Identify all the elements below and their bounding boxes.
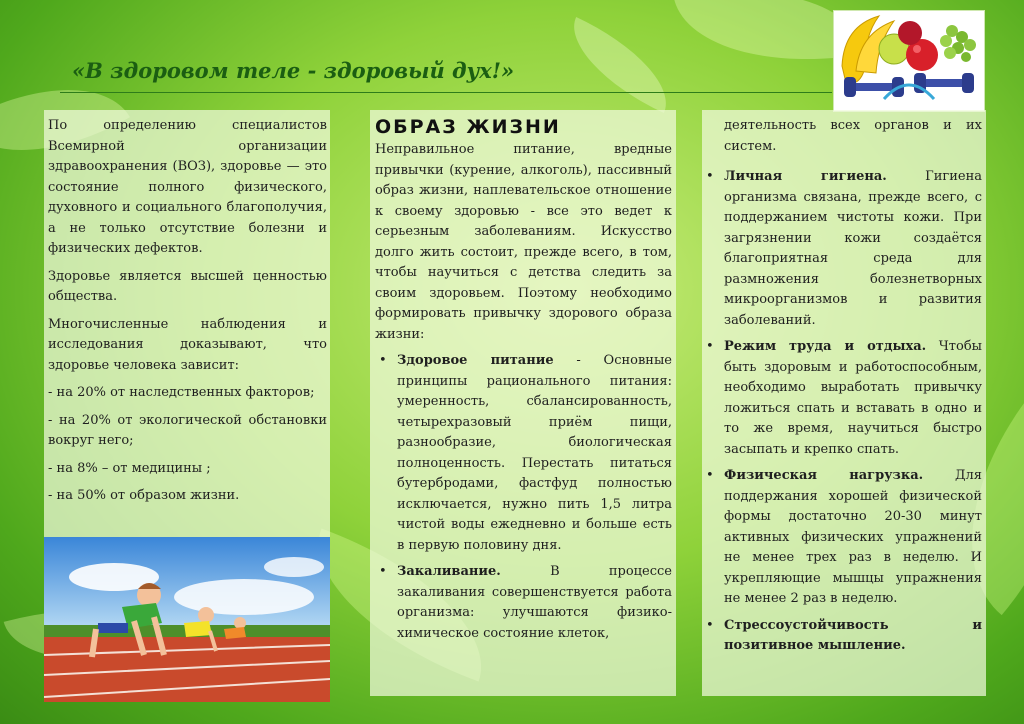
bullet-title: Стрессоустойчивость и позитивное мышление. xyxy=(724,617,982,653)
title-underline xyxy=(60,92,832,93)
factor-lifestyle: - на 50% от образом жизни. xyxy=(48,488,240,503)
physical-activity-item xyxy=(706,466,982,610)
fruit-dumbbells-illustration xyxy=(834,11,984,111)
column-2-panel xyxy=(370,110,676,696)
bullet-dot: • xyxy=(379,353,387,368)
factor-ecology: - на 20% от экологической обстановки вокруг него; xyxy=(48,412,327,448)
who-definition-paragraph: По определению специалистов Всемирной организации здравоохранения (ВОЗ), здоровье — это состояние полного физического, духовного и социального благополучия, а не только отсутствие болезни и физических дефектов. xyxy=(48,118,327,256)
bullet-title: Здоровое питание xyxy=(397,353,554,368)
factor-heredity: - на 20% от наследственных факторов; xyxy=(48,385,315,400)
bullet-text: Чтобы быть здоровым и работоспособным, необходимо выработать привычку ложиться спать и вставать в одно и то же время, научиться быстро засыпать и крепко спать. xyxy=(724,339,982,457)
bullet-title: Закаливание. xyxy=(397,564,501,579)
bullet-dot: • xyxy=(706,468,714,483)
bullet-text: Гигиена организма связана, прежде всего, с поддержанием чистоты кожи. При загрязнении кожи создаётся благоприятная среда для размножения болезнетворных микроорганизмов и развития заболеваний. xyxy=(724,169,982,328)
children-running-photo xyxy=(44,537,330,702)
bullet-dot: • xyxy=(706,169,714,184)
fruit-dumbbells-image xyxy=(833,10,985,112)
health-value-paragraph: Здоровье является высшей ценностью общества. xyxy=(48,268,327,304)
lifestyle-heading: ОБРАЗ ЖИЗНИ xyxy=(375,116,561,138)
bullet-text: Для поддержания хорошей физической формы достаточно 20-30 минут активных физических упражнений не менее трех раз в неделю. И укрепляющие мышцы упражнения не менее 2 раз в неделю. xyxy=(724,468,982,606)
decorative-leaf xyxy=(555,17,685,113)
hardening-item xyxy=(375,562,672,644)
bullet-dot: • xyxy=(706,617,714,633)
bullet-text: В процессе закаливания совершенствуется работа организма: улучшаются физико-химическое состояние клеток, xyxy=(397,564,672,641)
work-rest-item xyxy=(706,337,982,460)
continuation-text: деятельность всех органов и их систем. xyxy=(724,118,982,154)
bullet-title: Физическая нагрузка. xyxy=(724,468,924,483)
bullet-dot: • xyxy=(706,339,714,354)
bullet-dot: • xyxy=(379,564,387,579)
factor-medicine: - на 8% – от медицины ; xyxy=(48,460,211,476)
personal-hygiene-item xyxy=(706,167,982,331)
bullet-text: - Основные принципы рационального питания: умеренность, сбалансированность, четырехразовый приём пищи, разнообразие, биологическая полноценность. Перестать питаться бутербродами, фастфуд полностью исключается, нужно пить 1,5 литра чистой воды ежедневно и больше есть в первую половину дня. xyxy=(397,353,672,553)
lifestyle-intro: Неправильное питание, вредные привычки (курение, алкоголь), пассивный образ жизни, наплевательское отношение к своему здоровью - все это ведет к серьезным заболеваниям. Искусство долго жить состоит, прежде всего, в том, чтобы научиться с детства следить за своим здоровьем. Поэтому необходимо формировать привычку здорового образа жизни: xyxy=(375,142,672,342)
healthy-eating-item xyxy=(375,351,672,556)
health-factors-intro: Многочисленные наблюдения и исследования доказывают, что здоровье человека зависит: xyxy=(48,316,327,373)
page-title: «В здоровом теле - здоровый дух!» xyxy=(72,58,515,83)
column-3-panel xyxy=(702,110,986,696)
bullet-title: Режим труда и отдыха. xyxy=(724,339,927,354)
bullet-title: Личная гигиена. xyxy=(724,169,887,184)
stress-resistance-item xyxy=(706,616,982,657)
column-1-panel xyxy=(44,110,330,537)
children-running-illustration xyxy=(44,537,330,702)
